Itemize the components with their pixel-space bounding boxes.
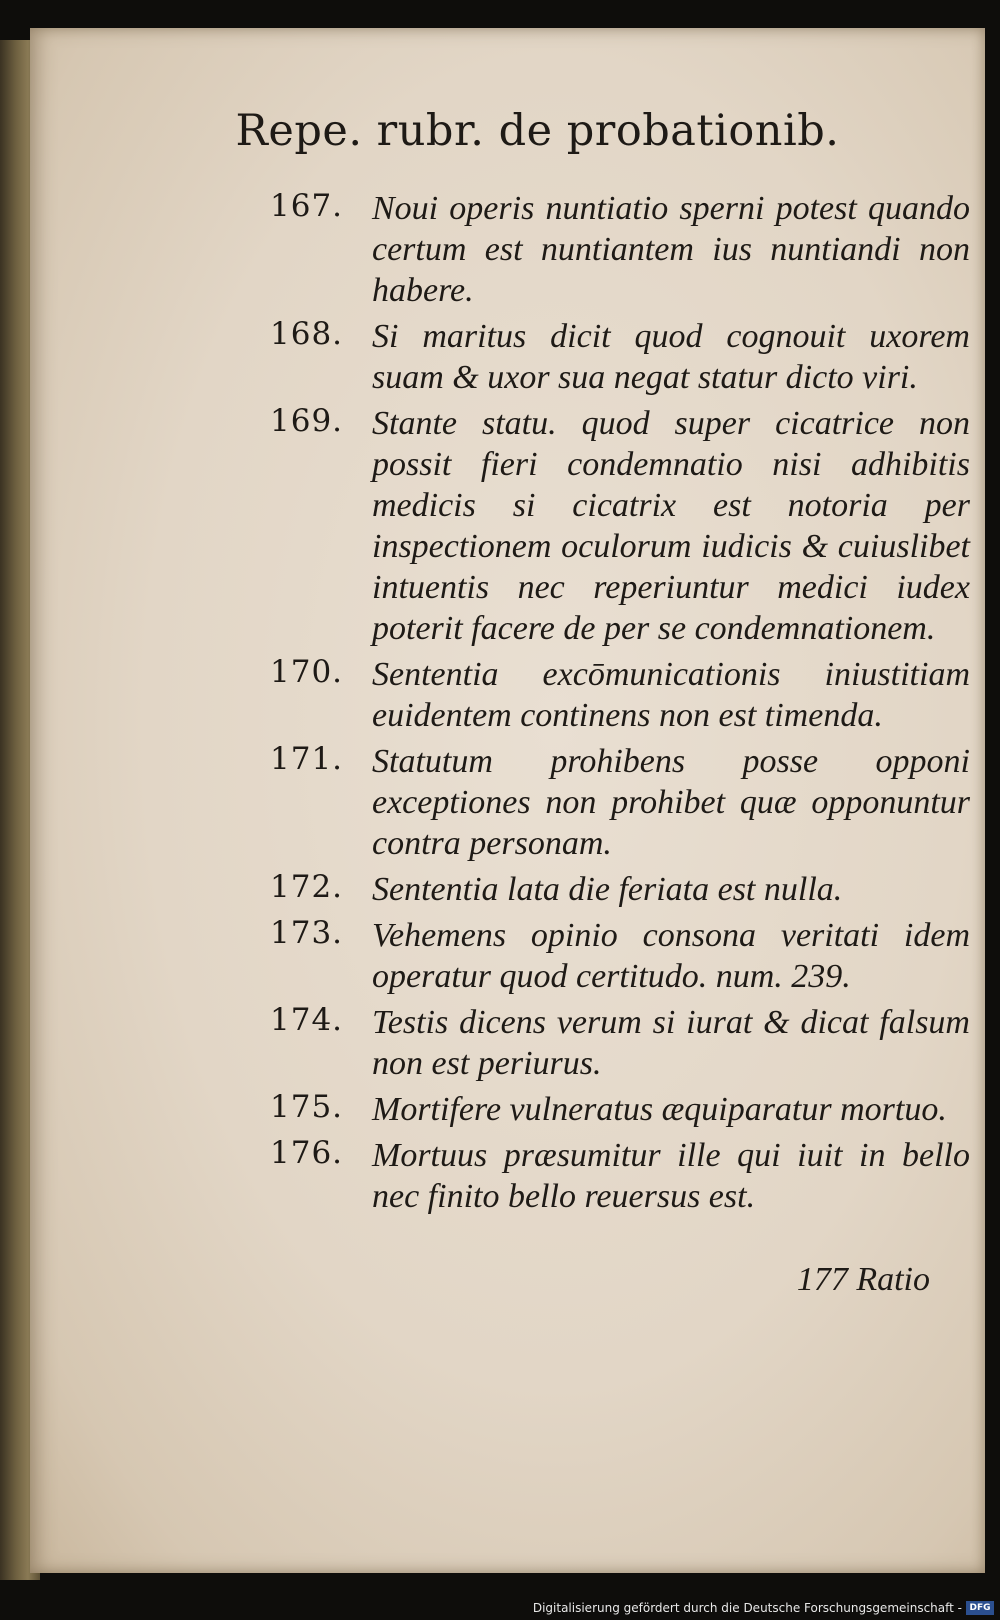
entry-text: Si maritus dicit quod cognouit uxorem suam & uxor sua negat statur dicto viri.: [372, 318, 970, 396]
entry-text: Stante statu. quod super cicatrice non possit fieri condemnatio nisi adhibitis medicis si cicatrix est notoria per inspectionem oculorum iudicis & cuiuslibet intuentis nec reperiuntur medici iudex poterit facere de per se condemnationem.: [372, 405, 970, 647]
catchword: 177 Ratio: [796, 1261, 930, 1298]
entry-168: [270, 316, 970, 398]
entry-number: 172.: [270, 869, 344, 905]
entry-171: [270, 741, 970, 864]
entry-number: 171.: [270, 741, 344, 777]
entry-167: [270, 188, 970, 311]
entry-number: 169.: [270, 403, 344, 439]
entry-number: 174.: [270, 1002, 344, 1038]
entry-text: Vehemens opinio consona veritati idem operatur quod certitudo. num. 239.: [372, 917, 970, 995]
entry-text: Statutum prohibens posse opponi exceptiones non prohibet quæ opponuntur contra personam.: [372, 743, 970, 862]
entry-169: [270, 403, 970, 649]
footer-bar: [0, 1594, 1000, 1620]
entry-number: 168.: [270, 316, 344, 352]
entry-176: [270, 1135, 970, 1217]
entry-number: 167.: [270, 188, 344, 224]
book-page: [30, 28, 985, 1573]
entry-170: [270, 654, 970, 736]
entry-number: 173.: [270, 915, 344, 951]
entry-text: Sententia excōmunicationis iniustitiam euidentem continens non est timenda.: [372, 656, 970, 734]
entry-173: [270, 915, 970, 997]
entry-175: [270, 1089, 970, 1130]
entry-172: [270, 869, 970, 910]
entry-text: Noui operis nuntiatio sperni potest quando certum est nuntiantem ius nuntiandi non habere.: [372, 190, 970, 309]
dfg-logo-icon: DFG: [966, 1601, 994, 1615]
entry-number: 175.: [270, 1089, 344, 1125]
entry-text: Mortifere vulneratus æquiparatur mortuo.: [372, 1091, 947, 1128]
entry-text: Testis dicens verum si iurat & dicat falsum non est periurus.: [372, 1004, 970, 1082]
entry-174: [270, 1002, 970, 1084]
footer-credit: Digitalisierung gefördert durch die Deutsche Forschungsgemeinschaft -: [532, 1601, 962, 1615]
entry-text: Mortuus præsumitur ille qui iuit in bello nec finito bello reuersus est.: [372, 1137, 970, 1215]
entry-number: 176.: [270, 1135, 344, 1171]
entry-list: [270, 188, 970, 1222]
entry-text: Sententia lata die feriata est nulla.: [372, 871, 843, 908]
running-head: Repe. rubr. de probationib.: [235, 106, 840, 156]
entry-number: 170.: [270, 654, 344, 690]
